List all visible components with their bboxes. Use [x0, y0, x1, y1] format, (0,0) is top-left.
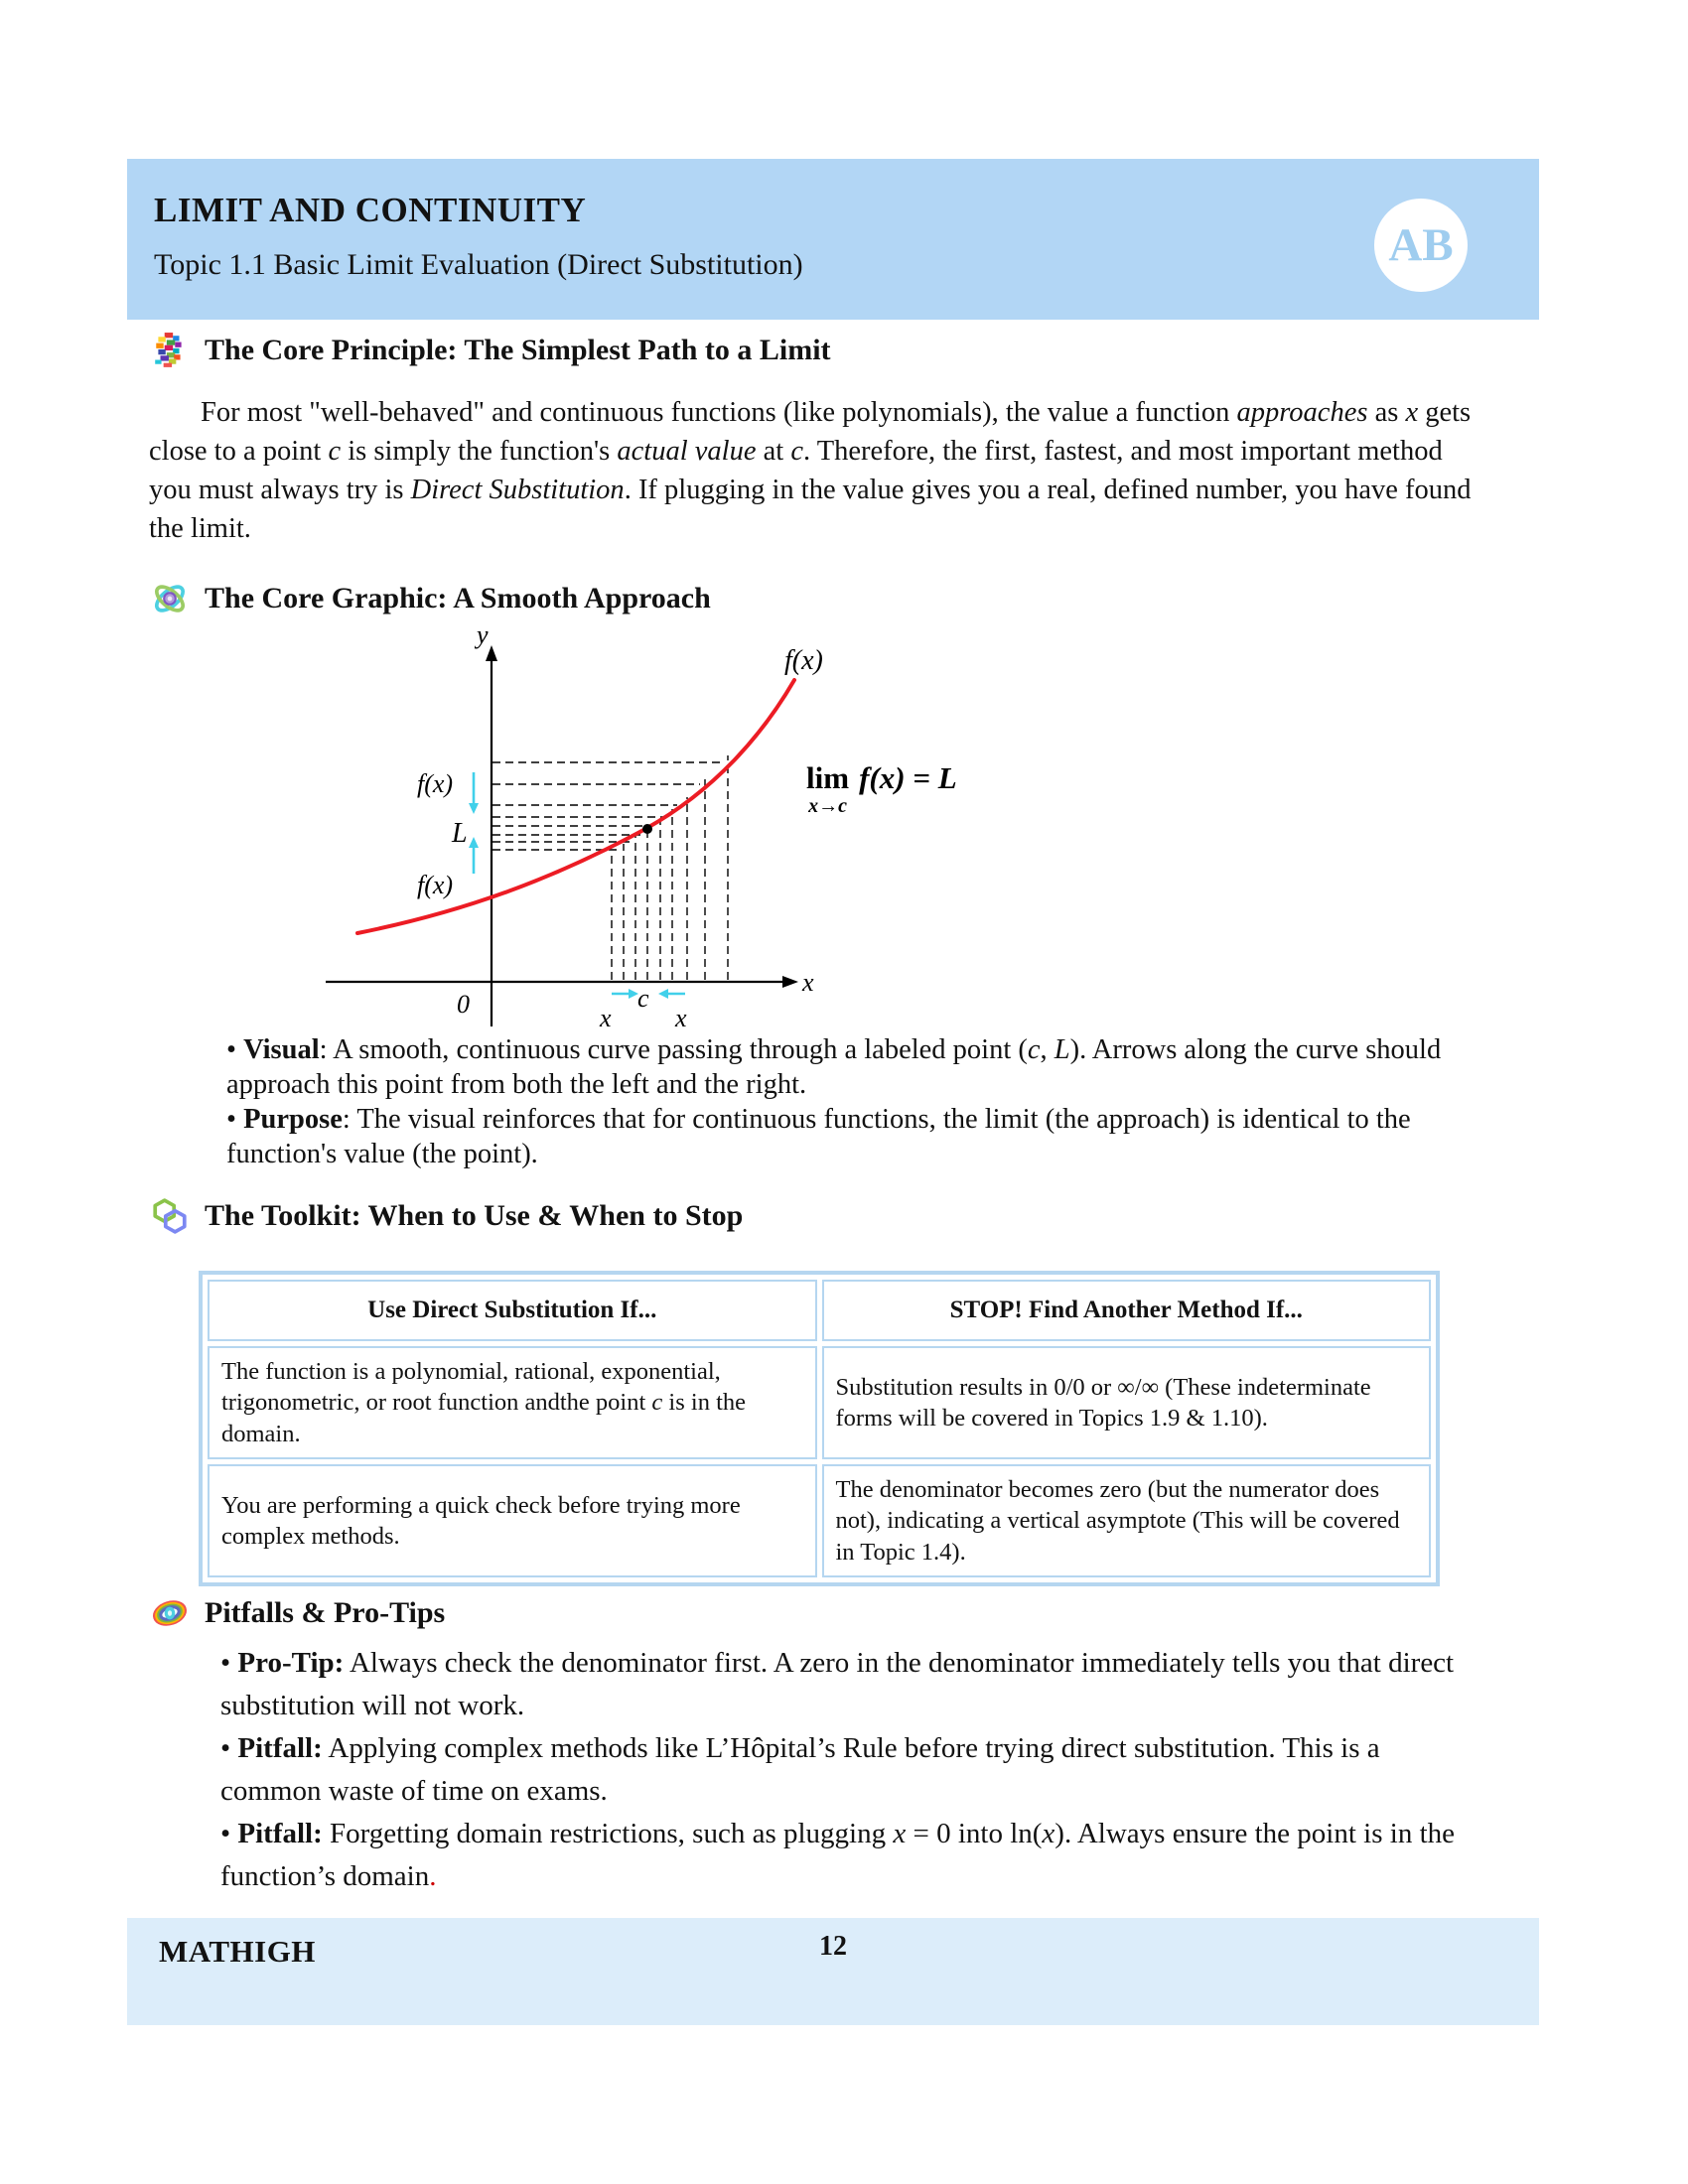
page-subtitle: Topic 1.1 Basic Limit Evaluation (Direct Substitution): [154, 248, 803, 281]
bullet-pitfall-2: • Pitfall: Forgetting domain restrictions, such as plugging x = 0 into ln(x). Always ensure the point is in the function’s domain.: [220, 1818, 1455, 1892]
bullet-pro-tip: • Pro-Tip: Always check the denominator first. A zero in the denominator immediately tells you that direct substitution will not work.: [220, 1647, 1455, 1721]
atom-icon: [151, 580, 189, 617]
lim-operator: [806, 762, 849, 816]
limit-value-label: L: [452, 818, 468, 849]
table-cell: Substitution results in 0/0 or ∞/∞ (These indeterminate forms will be covered in Topics 1.9 & 1.10).: [822, 1346, 1432, 1459]
approach-arrows-vertical: [469, 772, 479, 874]
intro-paragraph: For most "well-behaved" and continuous functions (like polynomials), the value a function approaches as x gets close to a point c is simply the function's actual value at c. Therefore, the first, fastest, and most important method you must always try is Direct Substitution. If plugging in the value gives you a real, defined number, you have found the limit.: [149, 397, 1472, 544]
header-band: [127, 159, 1539, 320]
section-heading-core-principle: [151, 332, 831, 369]
c-label: c: [637, 984, 649, 1013]
page-number: 12: [819, 1931, 847, 1962]
bullet-pitfall-1: • Pitfall: Applying complex methods like L’Hôpital’s Rule before trying direct substitution. This is a common waste of time on exams.: [220, 1732, 1380, 1807]
table-row: [208, 1464, 1431, 1577]
section-heading-label: The Core Graphic: A Smooth Approach: [205, 582, 711, 614]
ab-course-badge: [1374, 199, 1468, 292]
page-title: LIMIT AND CONTINUITY: [154, 191, 587, 229]
limit-figure: [298, 623, 983, 1034]
figure-bullet-list: [226, 1032, 1479, 1171]
section-heading-label: The Core Principle: The Simplest Path to a Limit: [205, 334, 831, 366]
chain-hexagons-icon: [151, 1197, 189, 1235]
fx-lower-label: f(x): [417, 871, 454, 899]
ab-badge-label: AB: [1388, 219, 1454, 271]
section-heading-label: Pitfalls & Pro-Tips: [205, 1596, 446, 1629]
table-header-use: Use Direct Substitution If...: [208, 1280, 817, 1341]
lim-text: lim: [806, 760, 850, 795]
table-row: [208, 1346, 1431, 1459]
curve-label: f(x): [784, 645, 823, 676]
dashed-guides-vertical: [612, 755, 728, 980]
table-header-stop: STOP! Find Another Method If...: [822, 1280, 1432, 1341]
rainbow-eye-icon: [151, 1594, 189, 1632]
table-header-row: [208, 1280, 1431, 1341]
lim-expression: f(x) = L: [859, 760, 957, 795]
limit-graph: [298, 623, 983, 1034]
fx-upper-label: f(x): [417, 769, 454, 798]
x-right-label: x: [675, 1004, 687, 1032]
footer-band: [127, 1918, 1539, 2025]
x-left-label: x: [600, 1004, 612, 1032]
toolkit-table: [199, 1271, 1440, 1586]
x-axis-label: x: [802, 968, 814, 997]
lim-subscript: x→c: [808, 795, 847, 817]
bullet-visual: • Visual: A smooth, continuous curve passing through a labeled point (c, L). Arrows along the curve should approach this point from both the left and the right.: [226, 1034, 1442, 1100]
origin-label: 0: [457, 990, 470, 1019]
section-heading-label: The Toolkit: When to Use & When to Stop: [205, 1199, 744, 1232]
section-heading-core-graphic: [151, 580, 711, 617]
pitfalls-bullet-list: [220, 1642, 1479, 1898]
table-cell: You are performing a quick check before trying more complex methods.: [208, 1464, 817, 1577]
section-heading-toolkit: [151, 1197, 743, 1235]
y-axis-label: y: [477, 623, 489, 649]
table-cell: The function is a polynomial, rational, exponential, trigonometric, or root function andthe point c is in the domain.: [208, 1346, 817, 1459]
limit-formula: [806, 762, 957, 816]
table-cell: The denominator becomes zero (but the numerator does not), indicating a vertical asymptote (This will be covered in Topic 1.4).: [822, 1464, 1432, 1577]
section-heading-pitfalls: [151, 1594, 445, 1632]
dashed-guides-horizontal: [492, 762, 725, 850]
brain-confetti-icon: [151, 332, 189, 369]
brand-label: MATHIGH: [159, 1934, 316, 1969]
limit-point: [642, 824, 652, 834]
bullet-purpose: • Purpose: The visual reinforces that for continuous functions, the limit (the approach) is identical to the function's value (the point).: [226, 1104, 1411, 1169]
toolkit-table-wrap: [199, 1271, 1440, 1586]
